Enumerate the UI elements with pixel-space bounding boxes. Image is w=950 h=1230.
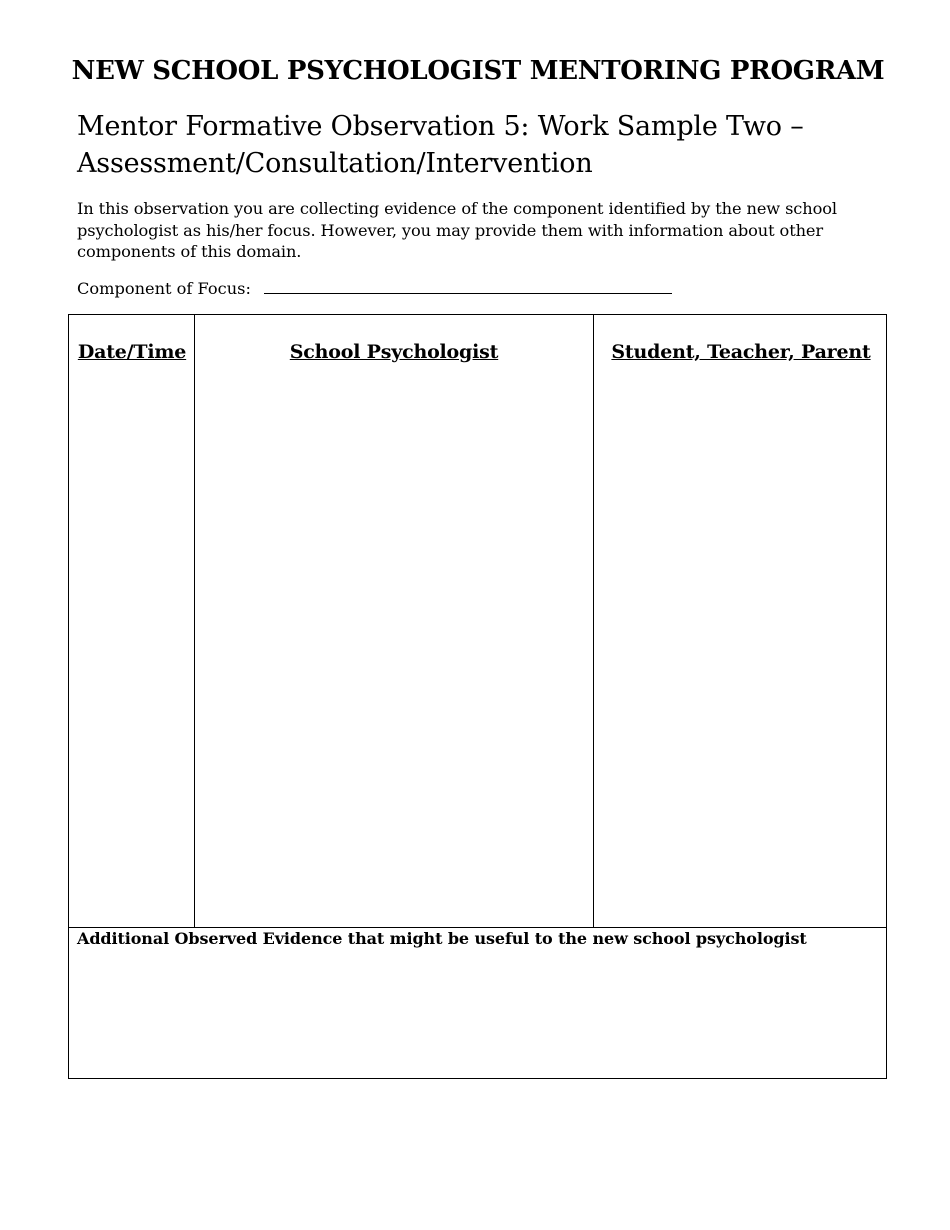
observation-subtitle: Mentor Formative Observation 5: Work Sample Two – Assessment/Consultation/Intervention xyxy=(77,111,804,179)
column-header-student-teacher-parent: Student, Teacher, Parent xyxy=(611,341,871,363)
date-time-cell[interactable] xyxy=(69,375,194,925)
page-title: NEW SCHOOL PSYCHOLOGIST MENTORING PROGRAM xyxy=(71,56,885,86)
observation-table xyxy=(68,314,887,1079)
student-teacher-parent-cell[interactable] xyxy=(594,375,886,925)
row-divider xyxy=(69,927,886,928)
column-header-school-psychologist: School Psychologist xyxy=(289,341,499,363)
school-psychologist-cell[interactable] xyxy=(195,375,592,925)
column-header-date-time: Date/Time xyxy=(77,341,187,363)
component-of-focus-row xyxy=(77,279,877,298)
component-of-focus-field[interactable] xyxy=(264,279,672,294)
intro-paragraph: In this observation you are collecting evidence of the component identified by the new school psychologist as his/her focus. However, you may provide them with information about other components of this domain. xyxy=(77,199,837,261)
additional-evidence-cell[interactable] xyxy=(69,955,886,1077)
component-of-focus-label: Component of Focus: xyxy=(77,279,251,298)
additional-evidence-label: Additional Observed Evidence that might be useful to the new school psychologist xyxy=(77,929,807,948)
